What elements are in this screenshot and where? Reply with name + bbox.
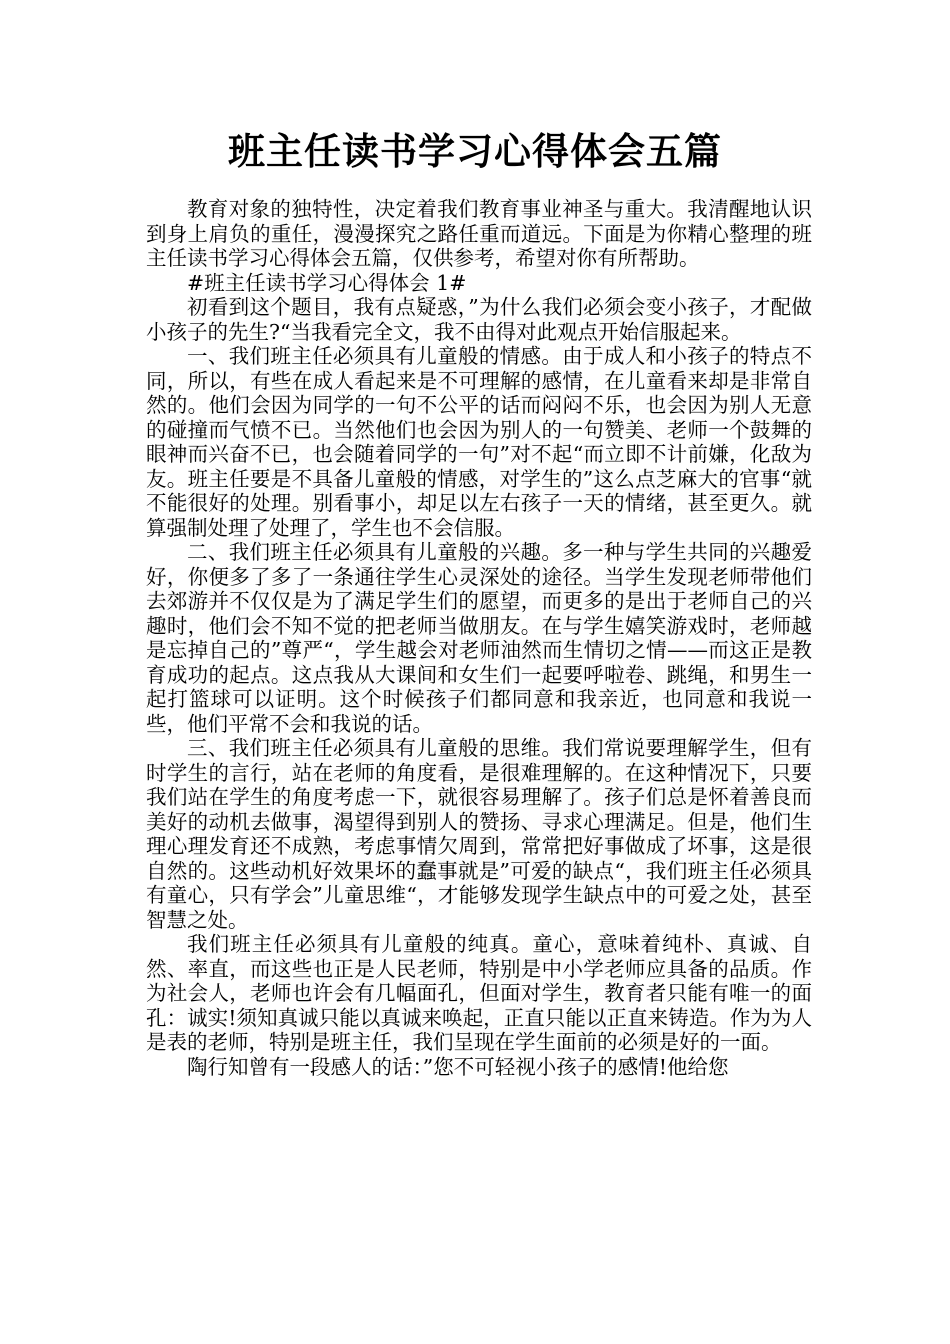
body-paragraph: 初看到这个题目，我有点疑惑，”为什么我们必须会变小孩子，才配做小孩子的先生?“当我看完全文，我不由得对此观点开始信服起来。 xyxy=(146,295,812,344)
section-heading: #班主任读书学习心得体会 1# xyxy=(187,270,467,295)
body-paragraph: 二、我们班主任必须具有儿童般的兴趣。多一种与学生共同的兴趣爱好，你便多了多了一条通往学生心灵深处的途径。当学生发现老师带他们去郊游并不仅仅是为了满足学生们的愿望，而更多的是出于老师自己的兴趣时，他们会不知不觉的把老师当做朋友。在与学生嬉笑游戏时，老师越是忘掉自己的”尊严“，学生越会对老师油然而生情切之情——而这正是教育成功的起点。这点我从大课间和女生们一起要呼啦卷、跳绳，和男生一起打篮球可以证明。这个时候孩子们都同意和我亲近，也同意和我说一些，他们平常不会和我说的话。 xyxy=(146,540,812,736)
document-body xyxy=(146,197,812,1079)
body-paragraph: 三、我们班主任必须具有儿童般的思维。我们常说要理解学生，但有时学生的言行，站在老师的角度看，是很难理解的。在这种情况下，只要我们站在学生的角度考虑一下，就很容易理解了。孩子们总是怀着善良而美好的动机去做事，渴望得到别人的赞扬、寻求心理满足。但是，他们生理心理发育还不成熟，考虑事情欠周到，常常把好事做成了坏事，这是很自然的。这些动机好效果坏的蠢事就是”可爱的缺点“，我们班主任必须具有童心，只有学会”儿童思维“，才能够发现学生缺点中的可爱之处，甚至智慧之处。 xyxy=(146,736,812,932)
page-title: 班主任读书学习心得体会五篇 xyxy=(228,130,722,173)
body-paragraph: 一、我们班主任必须具有儿童般的情感。由于成人和小孩子的特点不同，所以，有些在成人看起来是不可理解的感情，在儿童看来却是非常自然的。他们会因为同学的一句不公平的话而闷闷不乐，也会因为别人无意的碰撞而气愤不已。当然他们也会因为别人的一句赞美、老师一个鼓舞的眼神而兴奋不已，也会随着同学的一句”对不起“而立即不计前嫌，化敌为友。班主任要是不具备儿童般的情感，对学生的”这么点芝麻大的官事“就不能很好的处理。别看事小，却足以左右孩子一天的情绪，甚至更久。就算强制处理了处理了，学生也不会信服。 xyxy=(146,344,812,540)
body-paragraph: 我们班主任必须具有儿童般的纯真。童心，意味着纯朴、真诚、自然、率直，而这些也正是人民老师，特别是中小学老师应具备的品质。作为社会人，老师也许会有几幅面孔，但面对学生，教育者只能有唯一的面孔：诚实!须知真诚只能以真诚来唤起，正直只能以正直来铸造。作为为人是表的老师，特别是班主任，我们呈现在学生面前的必须是好的一面。 xyxy=(146,932,812,1054)
body-paragraph: 陶行知曾有一段感人的话：”您不可轻视小孩子的感情!他给您 xyxy=(187,1054,729,1079)
intro-paragraph: 教育对象的独特性，决定着我们教育事业神圣与重大。我清醒地认识到身上肩负的重任，漫漫探究之路任重而道远。下面是为你精心整理的班主任读书学习心得体会五篇，仅供参考，希望对你有所帮助。 xyxy=(146,197,812,270)
